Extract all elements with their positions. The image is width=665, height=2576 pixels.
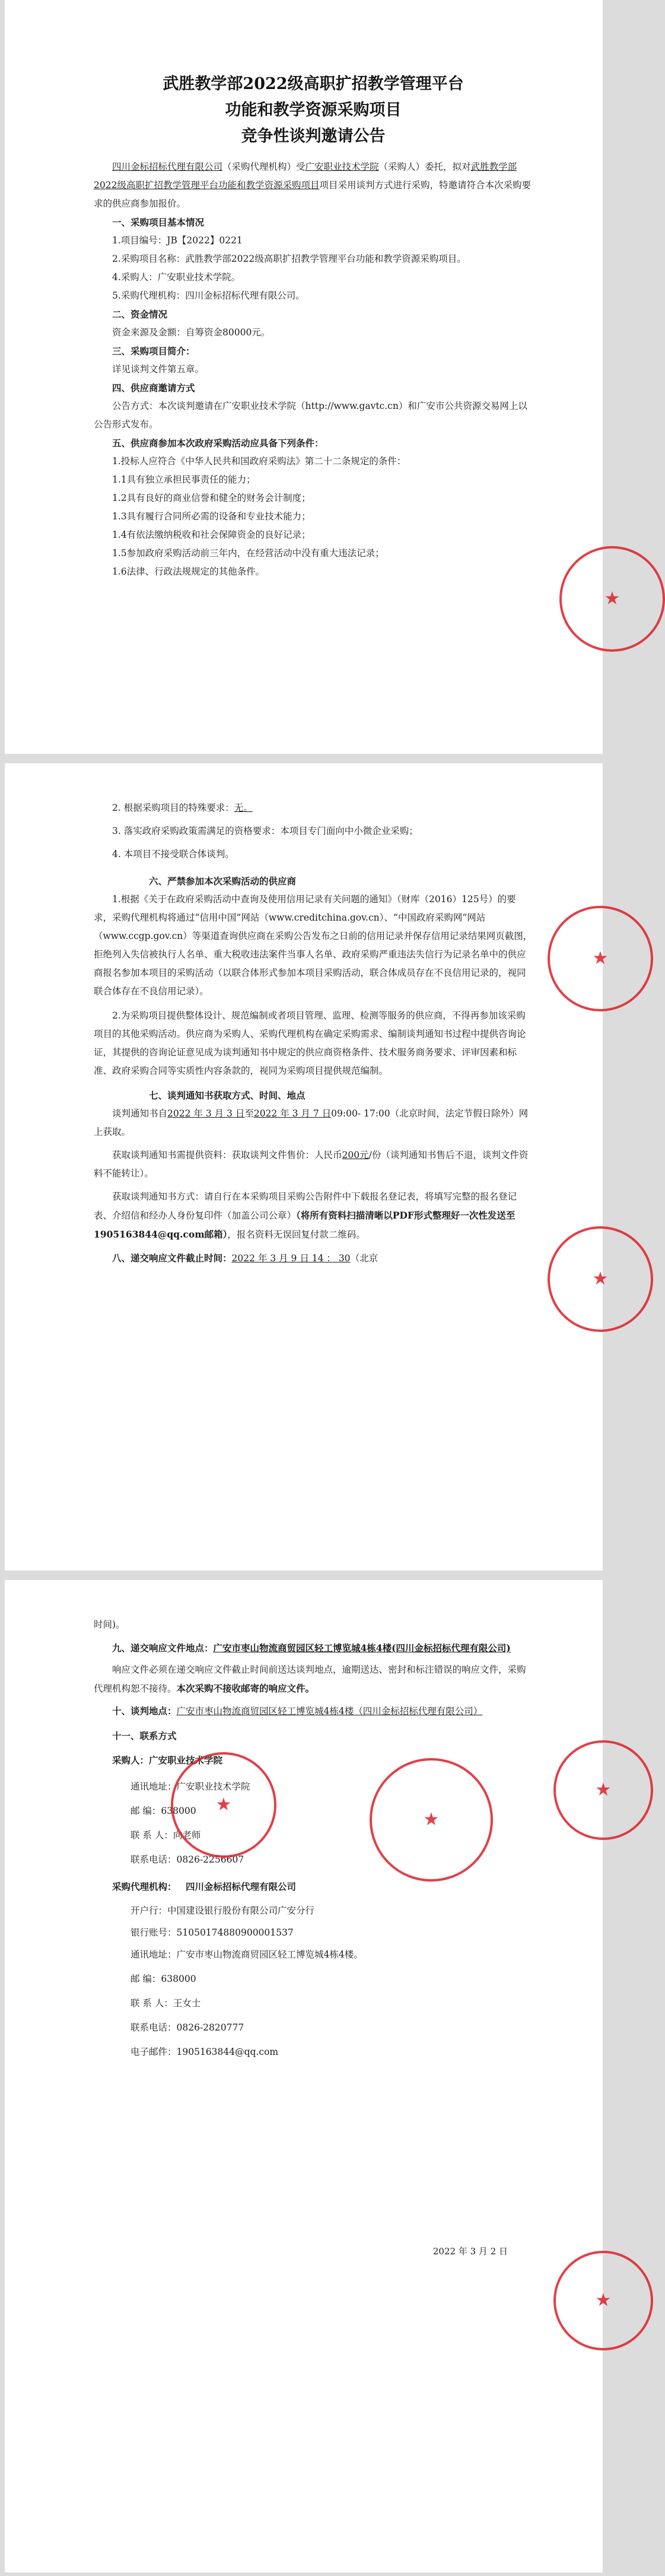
s5-sub-2: 1.2具有良好的商业信誉和健全的财务会计制度； (112, 493, 311, 503)
s6-paragraph-2: 2.为采购项目提供整体设计、规范编制或者项目管理、监理、检测等服务的供应商，不得再参加该采购项目的其他采购活动。供应商为采购人、采购代理机构在确定采购需求、编制谈判通知书过程中提供咨询论证，其提供的咨询论证意见成为谈判通知书中规定的供应商资格条件、技术服务商务要求、评审因素和标准、政府采购合同等实质性内容条款的，视同为采购项目提供规范编制。 (94, 1010, 526, 1076)
agency-bank: 开户行：中国建设银行股份有限公司广安分行 (131, 1905, 315, 1916)
section-3-heading: 三、采购项目简介： (112, 345, 195, 357)
s7-p2-b: /份（谈判通知书售后不退，谈判文件资料不能转让）。 (94, 1150, 529, 1179)
intro-project: 武胜教学部2022级高职扩招教学管理平台功能和教学资源采购项目 (94, 161, 517, 191)
intro-text-2: （采购人）委托，拟对 (378, 161, 471, 172)
s7-p3-bold: （将所有资料扫描清晰以PDF形式整理好一次性发送至1905163844@qq.com邮箱） (94, 1210, 516, 1240)
doc-title-line1: 武胜教学部2022级高职扩招教学管理平台 (163, 75, 464, 93)
agency-account: 银行账号：51050174880900001537 (131, 1927, 294, 1938)
s7-paragraph-2 (94, 1146, 533, 1183)
p3-continuation: 时间)。 (94, 1619, 125, 1630)
s7-p2-a: 获取谈判通知书需提供资料：获取谈判文件售价：人民币 (112, 1150, 342, 1160)
s4-text: 公告方式：本次谈判邀请在广安职业技术学院（http://www.gavtc.cn）和广安市公共资源交易网上以公告形式发布。 (94, 401, 527, 430)
purchaser-contact: 联 系 人：向老师 (131, 1830, 201, 1841)
s5-sub-4: 1.4有依法缴纳税收和社会保障资金的良好记录； (112, 529, 311, 540)
s10-label: 十、谈判地点： (112, 1705, 177, 1717)
s8-tail: （北京 (350, 1253, 378, 1264)
agency-zip: 邮 编：638000 (131, 1974, 196, 1984)
intro-agency: 四川金标招标代理有限公司 (112, 161, 223, 172)
s9-bold: 本次采购不接收邮寄的响应文件。 (176, 1683, 315, 1694)
s7-end-date: 2022 年 3 月 7 日 (253, 1108, 332, 1119)
doc-title-line3: 竞争性谈判邀请公告 (241, 127, 386, 145)
purchaser-seal: ★ (171, 1752, 276, 1858)
p2-item2 (94, 799, 533, 817)
s2-text: 资金来源及金额：自筹资金80000元。 (112, 327, 271, 338)
purchaser-label: 采购人：广安职业技术学院 (112, 1755, 223, 1766)
purchaser-phone: 联系电话：0826-2256607 (131, 1854, 244, 1865)
s8-label: 八、递交响应文件截止时间： (112, 1252, 232, 1264)
s1-item2: 2.采购项目名称：武胜教学部2022级高职扩招教学管理平台功能和教学资源采购项目。 (112, 253, 466, 264)
purchaser-address: 通讯地址：广安职业技术学院 (131, 1781, 250, 1792)
s9-heading (94, 1639, 533, 1657)
section-5-heading: 五、供应商参加本次政府采购活动应具备下列条件： (112, 437, 324, 449)
section-2-heading: 二、资金情况 (112, 309, 168, 320)
intro-purchaser: 广安职业技术学院 (305, 161, 379, 172)
s7-start-date: 2022 年 3 月 3 日 (167, 1108, 245, 1119)
s5-sub-3: 1.3具有履行合同所必需的设备和专业技术能力； (112, 511, 311, 522)
s7-p1-a: 谈判通知书自 (112, 1108, 168, 1119)
agency-phone: 联系电话：0826-2820777 (131, 2022, 244, 2033)
p2-item2-label: 2. 根据采购项目的特殊要求： (112, 802, 234, 813)
s5-p1: 1.投标人应符合《中华人民共和国政府采购法》第二十二条规定的条件： (112, 456, 406, 467)
s7-p3-a: 获取谈判通知书方式：请自行在本采购项目采购公告附件中下载报名登记表，将填写完整的报名登记表、介绍信和经办人身份复印件（加盖公司公章） (94, 1191, 517, 1221)
p2-item2-value: 无。 (234, 802, 253, 813)
s9-label: 九、递交响应文件地点： (112, 1642, 214, 1654)
red-seal-partial-4: ★ (553, 1740, 653, 1840)
s7-p1-c: 09:00- 17:00（北京时间，法定节假日除外）网上获取。 (94, 1108, 529, 1137)
s1-item1: 1.项目编号：JB【2022】0221 (112, 235, 243, 246)
red-seal-partial-2: ★ (548, 906, 653, 1011)
s10-address: 广安市枣山物流商贸园区轻工博览城4栋4楼（四川金标招标代理有限公司） (176, 1706, 483, 1717)
agency-contact: 联 系 人：王女士 (131, 1998, 201, 2009)
document-page-3 (5, 1580, 612, 2572)
red-seal-partial-3: ★ (548, 1226, 653, 1332)
s9-paragraph (94, 1661, 533, 1698)
s8-paragraph (94, 1249, 533, 1268)
purchaser-zip: 邮 编：638000 (131, 1806, 196, 1816)
s7-price: 200元 (342, 1150, 369, 1160)
agency-heading (94, 1877, 533, 1896)
document-page-1 (5, 0, 621, 754)
s5-sub-6: 1.6法律、行政法规规定的其他条件。 (112, 566, 265, 577)
s7-paragraph-1 (94, 1105, 533, 1141)
s7-p1-b: 至 (244, 1108, 254, 1119)
section-4-heading: 四、供应商邀请方式 (112, 382, 195, 394)
p2-item3: 3. 落实政府采购政策需满足的资格要求：本项目专门面向中小微企业采购； (112, 826, 418, 836)
issue-date: 2022 年 3 月 2 日 (432, 2246, 508, 2257)
agency-name: 四川金标招标代理有限公司 (186, 1881, 297, 1892)
page-1-content (94, 71, 533, 581)
s7-p3-c: ，报名资料无误回复付款二维码。 (227, 1229, 365, 1240)
section-7-heading: 七、谈判通知书获取方式、时间、地点 (149, 1090, 306, 1101)
section-6-heading: 六、严禁参加本次采购活动的供应商 (149, 875, 297, 887)
s11-heading: 十一、联系方式 (112, 1730, 177, 1741)
document-page-2 (5, 763, 609, 1571)
s6-paragraph-1: 1.根据《关于在政府采购活动中查询及使用信用记录有关问题的通知》（财库（2016）125号）的要求，采购代理机构将通过“信用中国”网站（www.creditchina.gov.cn）、“中国政府采购网”网站（www.ccgp.gov.cn）等渠道查询供应商在采购公告发布之日前的信用记录并保存信用记录结果网页截图，拒绝列入失信被执行人名单、重大税收违法案件当事人名单、政府采购严重违法失信行为记录名单中的供应商报名参加本项目的采购活动（以联合体形式参加本项目采购活动，联合体成员存在不良信用记录的，视同联合体存在不良信用记录）。 (94, 894, 533, 997)
intro-text-1: （采购代理机构）受 (222, 161, 306, 172)
section-1-heading: 一、采购项目基本情况 (112, 217, 205, 228)
s10-heading (94, 1702, 533, 1721)
agency-label: 采购代理机构： (112, 1881, 177, 1892)
intro-paragraph (94, 158, 533, 213)
red-seal-partial: ★ (559, 546, 665, 652)
doc-title-line2: 功能和教学资源采购项目 (225, 101, 402, 119)
s5-sub-5: 1.5参加政府采购活动前三年内，在经营活动中没有重大违法记录； (112, 548, 384, 559)
s8-deadline: 2022 年 3 月 9 日 14 ： 30 (231, 1253, 351, 1264)
red-seal-partial-5: ★ (553, 2251, 653, 2350)
p2-item4: 4. 本项目不接受联合体谈判。 (112, 849, 234, 859)
s5-sub-1: 1.1具有独立承担民事责任的能力； (112, 474, 256, 485)
page-2-content (94, 799, 533, 1268)
s9-text: 响应文件必须在递交响应文件截止时间前送达谈判地点，逾期送达、密封和标注错误的响应文件，采购代理机构恕不接待。 (94, 1664, 526, 1694)
agency-seal: ★ (370, 1758, 493, 1882)
s1-item4: 4.采购人：广安职业技术学院。 (112, 272, 241, 283)
agency-email: 电子邮件：1905163844@qq.com (131, 2047, 279, 2057)
s3-text: 详见谈判文件第五章。 (112, 364, 205, 375)
intro-text-3: 项目采用谈判方式进行采购，特邀请符合本次采购要求的供应商参加报价。 (94, 180, 531, 209)
s9-address: 广安市枣山物流商贸园区轻工博览城4栋4楼(四川金标招标代理有限公司) (213, 1642, 511, 1654)
agency-address: 通讯地址：广安市枣山物流商贸园区轻工博览城4栋4楼。 (131, 1949, 363, 1960)
s1-item5: 5.采购代理机构：四川金标招标代理有限公司。 (112, 290, 305, 301)
s7-paragraph-3 (94, 1188, 533, 1244)
